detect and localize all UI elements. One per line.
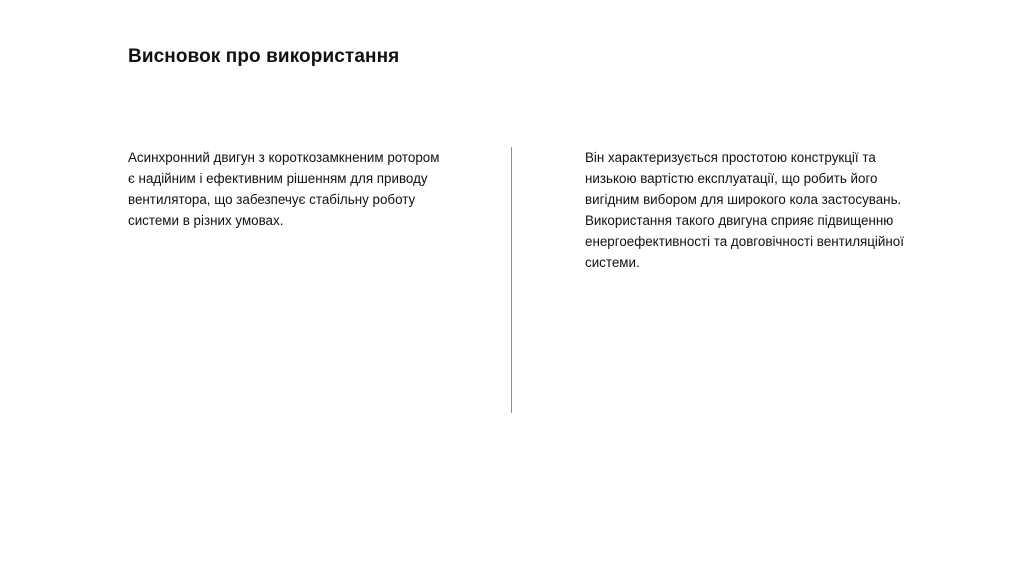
slide-title: Висновок про використання <box>128 46 400 67</box>
right-text-line: Використання такого двигуна сприяє підвищенню <box>585 213 894 228</box>
left-text-column <box>128 147 468 231</box>
right-text-line: низькою вартістю експлуатації, що робить його <box>585 171 878 186</box>
right-text-line: Він характеризується простотою конструкції та <box>585 150 876 165</box>
left-text-line: вентилятора, що забезпечує стабільну роботу <box>128 192 416 207</box>
column-divider <box>511 147 512 413</box>
left-text-line: системи в різних умовах. <box>128 213 284 228</box>
left-text-line: є надійним і ефективним рішенням для приводу <box>128 171 428 186</box>
right-text-line: системи. <box>585 255 640 270</box>
left-text-line: Асинхронний двигун з короткозамкненим ротором <box>128 150 440 165</box>
right-text-line: енергоефективності та довговічності вентиляційної <box>585 234 904 249</box>
right-text-column <box>585 147 930 273</box>
right-text-line: вигідним вибором для широкого кола застосувань. <box>585 192 902 207</box>
